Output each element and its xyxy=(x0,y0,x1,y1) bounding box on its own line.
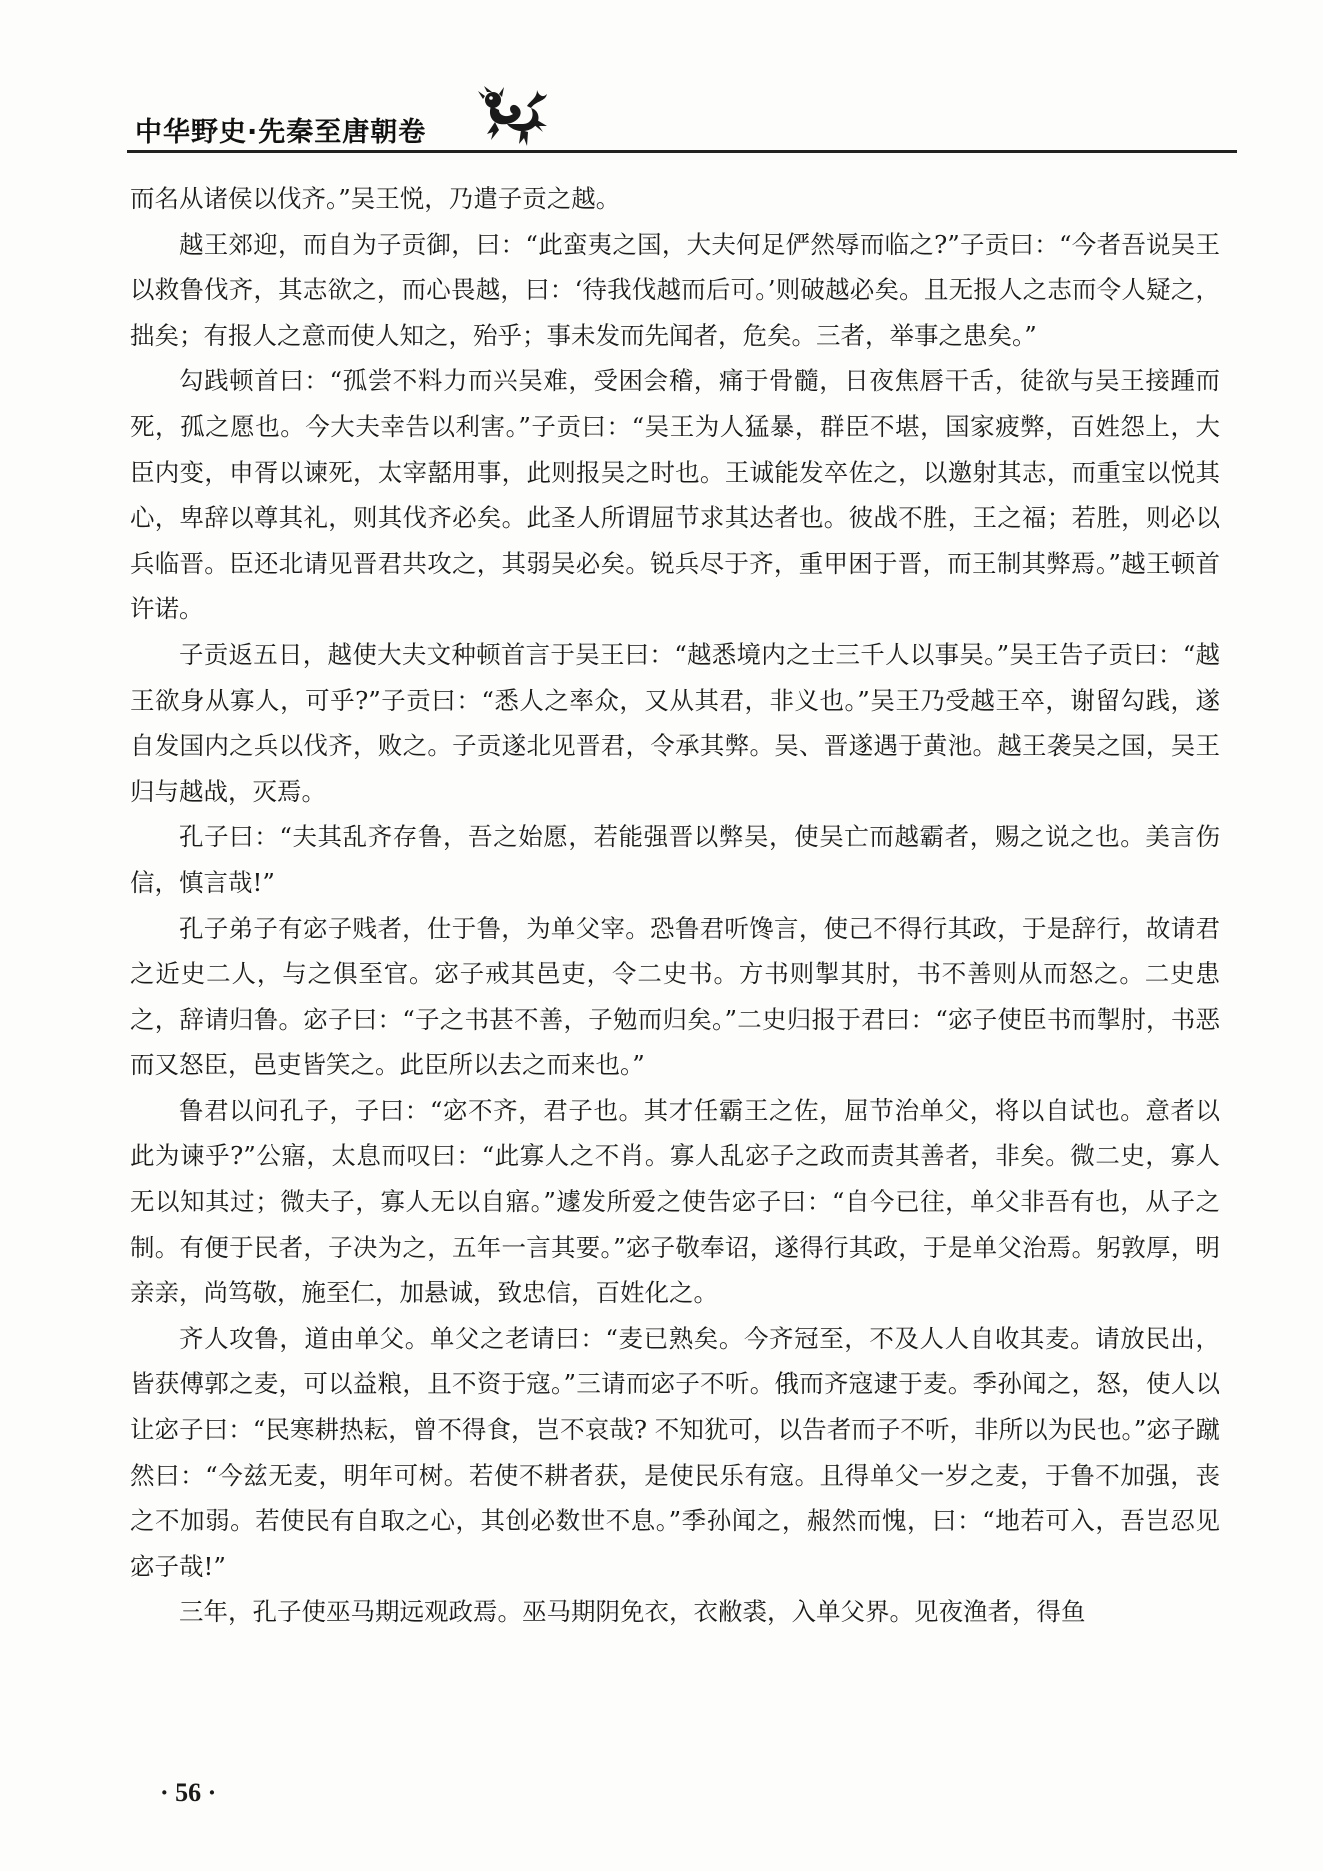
paragraph: 齐人攻鲁，道由单父。单父之老请曰：“麦已熟矣。今齐冠至，不及人人自收其麦。请放民出，皆获傅郭之麦，可以益粮，且不资于寇。”三请而宓子不听。俄而齐寇逮于麦。季孙闻之，怒，使人以让宓子曰：“民寒耕热耘，曾不得食，岂不哀哉? 不知犹可，以告者而子不听，非所以为民也。”宓子蹴然曰：“今兹无麦，明年可树。若使不耕者获，是使民乐有寇。且得单父一岁之麦，于鲁不加强，丧之不加弱。若使民有自取之心，其创必数世不息。”季孙闻之，赧然而愧，曰：“地若可入，吾岂忍见宓子哉!” xyxy=(130,1323,1220,1581)
paragraph: 勾践顿首曰：“孤尝不料力而兴吴难，受困会稽，痛于骨髓，日夜焦唇干舌，徒欲与吴王接踵而死，孤之愿也。今大夫幸告以利害。”子贡曰：“吴王为人猛暴，群臣不堪，国家疲弊，百姓怨上，大臣内变，申胥以谏死，太宰嚭用事，此则报吴之时也。王诚能发卒佐之，以邀射其志，而重宝以悦其心，卑辞以尊其礼，则其伐齐必矣。此圣人所谓屈节求其达者也。彼战不胜，王之福；若胜，则必以兵临晋。臣还北请见晋君共攻之，其弱吴必矣。锐兵尽于齐，重甲困于晋，而王制其弊焉。”越王顿首许诺。 xyxy=(130,366,1220,624)
paragraph: 子贡返五日，越使大夫文种顿首言于吴王曰：“越悉境内之士三千人以事吴。”吴王告子贡曰：“越王欲身从寡人，可乎?”子贡曰：“悉人之率众，又从其君，非义也。”吴王乃受越王卒，谢留勾践，遂自发国内之兵以伐齐，败之。子贡遂北见晋君，令承其弊。吴、晋遂遇于黄池。越王袭吴之国，吴王归与越战，灭焉。 xyxy=(130,639,1220,806)
dragon-icon xyxy=(477,86,549,152)
paragraph: 孔子曰：“夫其乱齐存鲁，吾之始愿，若能强晋以弊吴，使吴亡而越霸者，赐之说之也。美言伤信，慎言哉!” xyxy=(130,822,1220,897)
paragraph: 三年，孔子使巫马期远观政焉。巫马期阴免衣，衣敝裘，入单父界。见夜渔者，得鱼 xyxy=(179,1597,1086,1627)
page-number: · 56 · xyxy=(160,1778,217,1807)
paragraph: 越王郊迎，而自为子贡御，曰：“此蛮夷之国，大夫何足俨然辱而临之?”子贡曰：“今者吾说吴王以救鲁伐齐，其志欲之，而心畏越，曰：‘待我伐越而后可。’则破越必矣。且无报人之志而令人疑之，拙矣；有报人之意而使人知之，殆乎；事未发而先闻者，危矣。三者，举事之患矣。” xyxy=(130,229,1220,350)
paragraph: 鲁君以问孔子，子曰：“宓不齐，君子也。其才任霸王之佐，屈节治单父，将以自试也。意者以此为谏乎?”公寤，太息而叹曰：“此寡人之不肖。寡人乱宓子之政而责其善者，非矣。微二史，寡人无以知其过；微夫子，寡人无以自寤。”遽发所爱之使告宓子曰：“自今已往，单父非吾有也，从子之制。有便于民者，子决为之，五年一言其要。”宓子敬奉诏，遂得行其政，于是单父治焉。躬敦厚，明亲亲，尚笃敬，施至仁，加悬诚，致忠信，百姓化之。 xyxy=(130,1095,1220,1308)
running-header xyxy=(127,86,1237,156)
paragraph: 孔子弟子有宓子贱者，仕于鲁，为单父宰。恐鲁君听馋言，使己不得行其政，于是辞行，故请君之近史二人，与之俱至官。宓子戒其邑吏，令二史书。方书则掣其肘，书不善则从而怒之。二史患之，辞请归鲁。宓子曰：“子之书甚不善，子勉而归矣。”二史归报于君曰：“宓子使臣书而掣肘，书恶而又怒臣，邑吏皆笑之。此臣所以去之而来也。” xyxy=(130,913,1220,1080)
book-title: 中华野史·先秦至唐朝卷 xyxy=(135,117,427,148)
body-text xyxy=(130,176,1220,1635)
header-rule xyxy=(127,150,1237,153)
paragraph: 而名从诸侯以伐齐。”吴王悦，乃遣子贡之越。 xyxy=(130,184,621,213)
